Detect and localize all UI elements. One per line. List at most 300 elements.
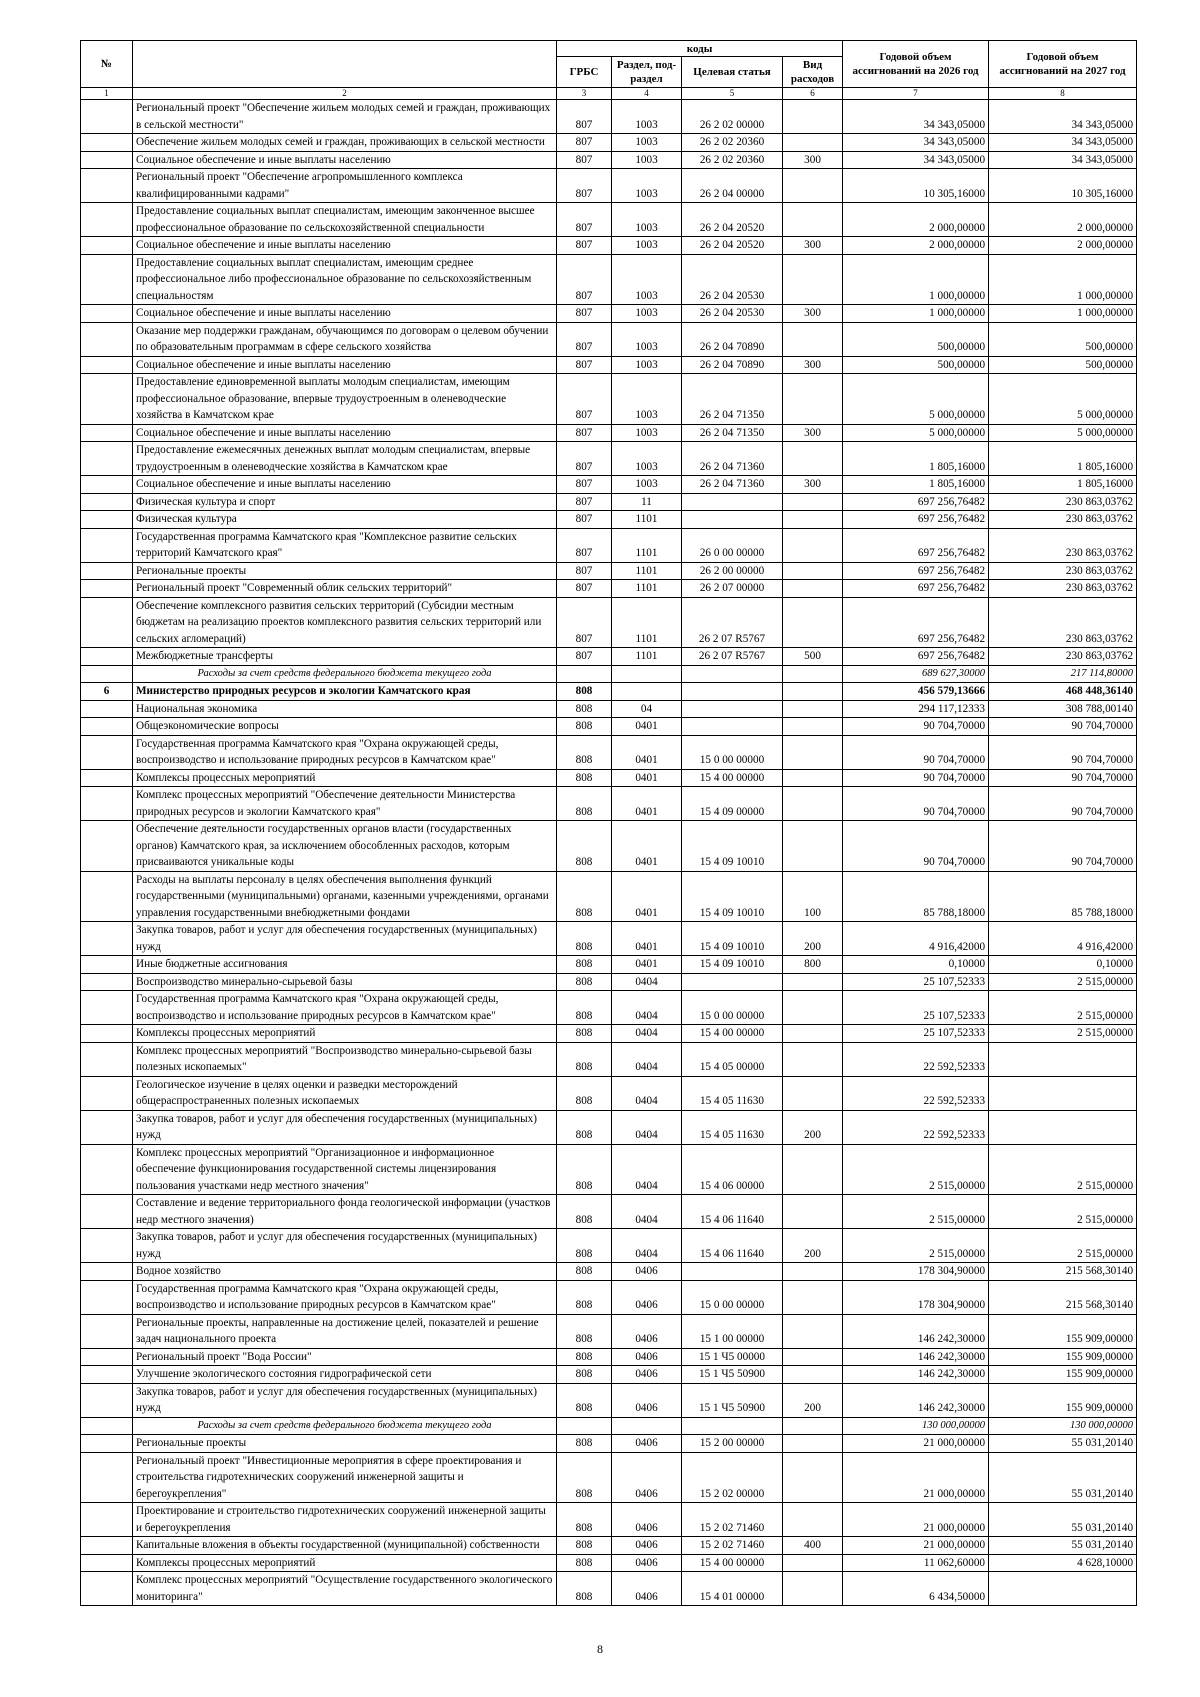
row-number — [81, 493, 133, 511]
row-target-code: 26 2 02 20360 — [682, 134, 783, 152]
row-expense-type — [783, 991, 843, 1025]
row-section: 0406 — [612, 1435, 682, 1453]
row-target-code: 15 2 02 00000 — [682, 1452, 783, 1503]
row-name: Геологическое изучение в целях оценки и разведки месторождений общераспространенных полезных ископаемых — [133, 1076, 557, 1110]
row-expense-type: 300 — [783, 151, 843, 169]
row-number — [81, 169, 133, 203]
row-section: 1003 — [612, 169, 682, 203]
table-row — [81, 1280, 1137, 1314]
row-name: Водное хозяйство — [133, 1263, 557, 1281]
row-expense-type: 200 — [783, 1110, 843, 1144]
row-target-code: 26 2 04 20530 — [682, 305, 783, 323]
col-number: 7 — [843, 88, 989, 100]
row-amount-2027: 4 628,10000 — [989, 1554, 1137, 1572]
row-grbs: 808 — [557, 956, 612, 974]
row-target-code: 26 2 04 20520 — [682, 237, 783, 255]
row-target-code — [682, 718, 783, 736]
row-name: Улучшение экологического состояния гидрографической сети — [133, 1366, 557, 1384]
row-target-code: 15 4 05 11630 — [682, 1110, 783, 1144]
row-section: 1101 — [612, 562, 682, 580]
row-amount-2026: 2 515,00000 — [843, 1144, 989, 1195]
table-row — [81, 374, 1137, 425]
row-expense-type: 500 — [783, 648, 843, 666]
row-name: Региональные проекты — [133, 562, 557, 580]
row-section: 0404 — [612, 1042, 682, 1076]
row-amount-2026: 21 000,00000 — [843, 1503, 989, 1537]
table-row — [81, 100, 1137, 134]
row-grbs: 807 — [557, 442, 612, 476]
row-number — [81, 356, 133, 374]
row-grbs: 807 — [557, 151, 612, 169]
row-expense-type — [783, 203, 843, 237]
col-number: 3 — [557, 88, 612, 100]
row-amount-2026: 2 000,00000 — [843, 237, 989, 255]
row-section: 0401 — [612, 956, 682, 974]
row-name: Комплексы процессных мероприятий — [133, 1554, 557, 1572]
row-expense-type: 300 — [783, 305, 843, 323]
row-expense-type — [783, 735, 843, 769]
row-amount-2027: 230 863,03762 — [989, 597, 1137, 648]
row-grbs: 808 — [557, 1435, 612, 1453]
row-amount-2026: 90 704,70000 — [843, 735, 989, 769]
row-amount-2026: 25 107,52333 — [843, 1025, 989, 1043]
row-section: 0404 — [612, 1229, 682, 1263]
row-name: Обеспечение жильем молодых семей и граждан, проживающих в сельской местности — [133, 134, 557, 152]
row-name: Комплекс процессных мероприятий "Осуществление государственного экологического мониторинга" — [133, 1572, 557, 1606]
row-expense-type — [783, 1348, 843, 1366]
row-number — [81, 580, 133, 598]
row-amount-2027: 155 909,00000 — [989, 1383, 1137, 1417]
row-number — [81, 1435, 133, 1453]
row-target-code: 15 4 01 00000 — [682, 1572, 783, 1606]
row-grbs: 808 — [557, 1076, 612, 1110]
row-amount-2026: 697 256,76482 — [843, 580, 989, 598]
row-amount-2026: 90 704,70000 — [843, 787, 989, 821]
header-section: Раздел, под-раздел — [612, 57, 682, 88]
row-target-code: 15 4 00 00000 — [682, 1554, 783, 1572]
row-amount-2027: 34 343,05000 — [989, 134, 1137, 152]
row-grbs: 807 — [557, 493, 612, 511]
row-amount-2026: 34 343,05000 — [843, 151, 989, 169]
row-name: Комплексы процессных мероприятий — [133, 1025, 557, 1043]
table-row — [81, 169, 1137, 203]
row-section: 0401 — [612, 871, 682, 922]
row-section — [612, 1417, 682, 1435]
table-row — [81, 356, 1137, 374]
row-target-code: 26 2 00 00000 — [682, 562, 783, 580]
row-grbs: 808 — [557, 991, 612, 1025]
row-number — [81, 1417, 133, 1435]
row-grbs: 808 — [557, 683, 612, 701]
row-amount-2027: 2 515,00000 — [989, 1025, 1137, 1043]
table-row — [81, 476, 1137, 494]
row-expense-type — [783, 374, 843, 425]
row-amount-2026: 146 242,30000 — [843, 1383, 989, 1417]
row-number — [81, 769, 133, 787]
table-row — [81, 1348, 1137, 1366]
row-section: 1101 — [612, 511, 682, 529]
row-grbs: 807 — [557, 134, 612, 152]
col-number: 1 — [81, 88, 133, 100]
row-name: Комплекс процессных мероприятий "Организационное и информационное обеспечение функционирования государственной системы лицензирования пользования участками недр местного значения" — [133, 1144, 557, 1195]
row-amount-2027: 34 343,05000 — [989, 151, 1137, 169]
row-number — [81, 1110, 133, 1144]
row-number — [81, 151, 133, 169]
row-amount-2026: 22 592,52333 — [843, 1110, 989, 1144]
row-name: Предоставление социальных выплат специалистам, имеющим законченное высшее профессиональное образование по сельскохозяйственной специальности — [133, 203, 557, 237]
row-expense-type: 300 — [783, 424, 843, 442]
row-name: Капитальные вложения в объекты государственной (муниципальной) собственности — [133, 1537, 557, 1555]
header-exp-type: Вид расходов — [783, 57, 843, 88]
row-amount-2027 — [989, 1076, 1137, 1110]
row-section: 1003 — [612, 322, 682, 356]
row-expense-type: 800 — [783, 956, 843, 974]
row-section: 0401 — [612, 769, 682, 787]
row-name: Расходы за счет средств федерального бюджета текущего года — [133, 665, 557, 683]
row-expense-type — [783, 580, 843, 598]
row-amount-2027: 308 788,00140 — [989, 700, 1137, 718]
header-name — [133, 41, 557, 88]
row-amount-2027: 2 515,00000 — [989, 1229, 1137, 1263]
row-section: 0406 — [612, 1383, 682, 1417]
row-expense-type — [783, 1452, 843, 1503]
row-amount-2026: 178 304,90000 — [843, 1263, 989, 1281]
row-number — [81, 787, 133, 821]
row-amount-2027: 500,00000 — [989, 356, 1137, 374]
row-section: 0404 — [612, 973, 682, 991]
row-target-code: 15 1 Ч5 00000 — [682, 1348, 783, 1366]
row-target-code: 26 2 07 R5767 — [682, 597, 783, 648]
row-name: Комплекс процессных мероприятий "Обеспечение деятельности Министерства природных ресурсов и экологии Камчатского края" — [133, 787, 557, 821]
row-amount-2026: 21 000,00000 — [843, 1452, 989, 1503]
table-row — [81, 1417, 1137, 1435]
row-grbs: 807 — [557, 511, 612, 529]
row-target-code: 26 2 04 70890 — [682, 322, 783, 356]
row-amount-2026: 697 256,76482 — [843, 511, 989, 529]
row-section: 1003 — [612, 134, 682, 152]
row-target-code: 15 4 09 10010 — [682, 871, 783, 922]
table-row — [81, 151, 1137, 169]
row-name: Предоставление социальных выплат специалистам, имеющим среднее профессиональное либо профессиональное образование по сельскохозяйственным специальностям — [133, 254, 557, 305]
row-grbs: 808 — [557, 1025, 612, 1043]
row-name: Социальное обеспечение и иные выплаты населению — [133, 237, 557, 255]
row-name: Министерство природных ресурсов и экологии Камчатского края — [133, 683, 557, 701]
row-amount-2027: 0,10000 — [989, 956, 1137, 974]
row-expense-type — [783, 254, 843, 305]
row-amount-2027: 215 568,30140 — [989, 1263, 1137, 1281]
row-number — [81, 1537, 133, 1555]
table-row — [81, 700, 1137, 718]
row-target-code: 15 0 00 00000 — [682, 735, 783, 769]
row-target-code — [682, 973, 783, 991]
row-section: 11 — [612, 493, 682, 511]
header-2026: Годовой объем ассигнований на 2026 год — [843, 41, 989, 88]
row-target-code: 26 2 02 20360 — [682, 151, 783, 169]
row-amount-2027: 34 343,05000 — [989, 100, 1137, 134]
row-number — [81, 597, 133, 648]
row-target-code: 15 4 09 00000 — [682, 787, 783, 821]
row-amount-2026: 697 256,76482 — [843, 528, 989, 562]
row-target-code: 15 1 00 00000 — [682, 1314, 783, 1348]
table-row — [81, 1195, 1137, 1229]
row-name: Социальное обеспечение и иные выплаты населению — [133, 356, 557, 374]
row-amount-2026: 130 000,00000 — [843, 1417, 989, 1435]
row-expense-type — [783, 1042, 843, 1076]
row-name: Закупка товаров, работ и услуг для обеспечения государственных (муниципальных) нужд — [133, 1383, 557, 1417]
row-grbs: 808 — [557, 787, 612, 821]
table-row — [81, 665, 1137, 683]
table-header — [81, 41, 1137, 100]
row-section: 1101 — [612, 597, 682, 648]
row-amount-2026: 5 000,00000 — [843, 424, 989, 442]
row-section: 1003 — [612, 254, 682, 305]
row-grbs — [557, 1417, 612, 1435]
row-amount-2026: 21 000,00000 — [843, 1435, 989, 1453]
row-amount-2026: 1 805,16000 — [843, 442, 989, 476]
row-name: Межбюджетные трансферты — [133, 648, 557, 666]
row-target-code: 15 2 02 71460 — [682, 1503, 783, 1537]
row-expense-type — [783, 597, 843, 648]
row-amount-2027: 85 788,18000 — [989, 871, 1137, 922]
row-section: 1003 — [612, 374, 682, 425]
row-grbs: 808 — [557, 1572, 612, 1606]
row-amount-2026: 1 000,00000 — [843, 254, 989, 305]
row-expense-type — [783, 169, 843, 203]
row-number — [81, 424, 133, 442]
row-section: 1003 — [612, 305, 682, 323]
row-target-code: 26 2 07 00000 — [682, 580, 783, 598]
row-grbs: 807 — [557, 374, 612, 425]
row-target-code: 26 2 04 71360 — [682, 442, 783, 476]
row-name: Проектирование и строительство гидротехнических сооружений инженерной защиты и берегоукрепления — [133, 1503, 557, 1537]
row-expense-type — [783, 1076, 843, 1110]
row-number — [81, 648, 133, 666]
row-target-code: 15 4 05 11630 — [682, 1076, 783, 1110]
row-target-code: 15 0 00 00000 — [682, 991, 783, 1025]
row-amount-2026: 21 000,00000 — [843, 1537, 989, 1555]
row-number — [81, 665, 133, 683]
row-amount-2027: 468 448,36140 — [989, 683, 1137, 701]
row-number — [81, 254, 133, 305]
row-target-code: 15 1 Ч5 50900 — [682, 1383, 783, 1417]
row-number — [81, 973, 133, 991]
row-expense-type — [783, 973, 843, 991]
row-amount-2026: 178 304,90000 — [843, 1280, 989, 1314]
row-number — [81, 1263, 133, 1281]
row-section: 0404 — [612, 1025, 682, 1043]
row-grbs: 807 — [557, 169, 612, 203]
row-amount-2027 — [989, 1572, 1137, 1606]
row-section: 0404 — [612, 1110, 682, 1144]
row-name: Закупка товаров, работ и услуг для обеспечения государственных (муниципальных) нужд — [133, 922, 557, 956]
row-amount-2027: 215 568,30140 — [989, 1280, 1137, 1314]
col-number: 4 — [612, 88, 682, 100]
row-amount-2027: 55 031,20140 — [989, 1537, 1137, 1555]
row-expense-type — [783, 1195, 843, 1229]
header-target: Целевая статья — [682, 57, 783, 88]
row-expense-type — [783, 683, 843, 701]
table-row — [81, 597, 1137, 648]
row-grbs: 808 — [557, 1110, 612, 1144]
row-number — [81, 1572, 133, 1606]
row-amount-2026: 25 107,52333 — [843, 973, 989, 991]
table-row — [81, 1452, 1137, 1503]
row-amount-2027: 155 909,00000 — [989, 1366, 1137, 1384]
row-grbs: 807 — [557, 562, 612, 580]
row-number — [81, 528, 133, 562]
row-amount-2027: 1 805,16000 — [989, 476, 1137, 494]
row-grbs: 808 — [557, 1537, 612, 1555]
row-name: Обеспечение комплексного развития сельских территорий (Субсидии местным бюджетам на реализацию проектов комплексного развития сельских территорий или сельских агломераций) — [133, 597, 557, 648]
row-section: 0401 — [612, 821, 682, 872]
row-amount-2026: 22 592,52333 — [843, 1076, 989, 1110]
row-amount-2026: 10 305,16000 — [843, 169, 989, 203]
col-number: 6 — [783, 88, 843, 100]
header-grbs: ГРБС — [557, 57, 612, 88]
row-target-code: 26 2 02 00000 — [682, 100, 783, 134]
row-name: Региональный проект "Инвестиционные мероприятия в сфере проектирования и строительства гидротехнических сооружений инженерной защиты и берегоукрепления" — [133, 1452, 557, 1503]
document-page — [80, 40, 1136, 1606]
row-expense-type: 300 — [783, 237, 843, 255]
row-amount-2027: 2 515,00000 — [989, 973, 1137, 991]
table-row — [81, 718, 1137, 736]
row-amount-2026: 697 256,76482 — [843, 562, 989, 580]
row-name: Государственная программа Камчатского края "Охрана окружающей среды, воспроизводство и использование природных ресурсов в Камчатском крае" — [133, 991, 557, 1025]
row-number — [81, 1366, 133, 1384]
row-name: Государственная программа Камчатского края "Охрана окружающей среды, воспроизводство и использование природных ресурсов в Камчатском крае" — [133, 1280, 557, 1314]
row-amount-2027: 10 305,16000 — [989, 169, 1137, 203]
row-target-code: 26 2 04 71350 — [682, 424, 783, 442]
table-row — [81, 305, 1137, 323]
row-section: 0406 — [612, 1280, 682, 1314]
row-section: 0404 — [612, 1144, 682, 1195]
row-number — [81, 700, 133, 718]
col-number: 5 — [682, 88, 783, 100]
row-amount-2027: 155 909,00000 — [989, 1314, 1137, 1348]
row-grbs: 808 — [557, 1314, 612, 1348]
row-target-code — [682, 665, 783, 683]
row-amount-2027: 1 805,16000 — [989, 442, 1137, 476]
row-section: 1101 — [612, 648, 682, 666]
row-name: Государственная программа Камчатского края "Охрана окружающей среды, воспроизводство и использование природных ресурсов в Камчатском крае" — [133, 735, 557, 769]
row-number — [81, 1383, 133, 1417]
row-section: 0406 — [612, 1503, 682, 1537]
row-expense-type: 200 — [783, 1383, 843, 1417]
row-grbs — [557, 665, 612, 683]
row-name: Иные бюджетные ассигнования — [133, 956, 557, 974]
row-amount-2026: 697 256,76482 — [843, 597, 989, 648]
table-row — [81, 1110, 1137, 1144]
row-name: Комплексы процессных мероприятий — [133, 769, 557, 787]
row-expense-type — [783, 1280, 843, 1314]
row-name: Региональный проект "Современный облик сельских территорий" — [133, 580, 557, 598]
row-amount-2026: 689 627,30000 — [843, 665, 989, 683]
row-name: Расходы за счет средств федерального бюджета текущего года — [133, 1417, 557, 1435]
row-section: 1101 — [612, 580, 682, 598]
row-number — [81, 1025, 133, 1043]
row-section: 1003 — [612, 100, 682, 134]
row-amount-2027: 230 863,03762 — [989, 493, 1137, 511]
row-amount-2026: 697 256,76482 — [843, 648, 989, 666]
row-section: 1003 — [612, 237, 682, 255]
row-number — [81, 1195, 133, 1229]
row-target-code: 15 0 00 00000 — [682, 1280, 783, 1314]
row-amount-2026: 697 256,76482 — [843, 493, 989, 511]
row-amount-2026: 500,00000 — [843, 322, 989, 356]
row-grbs: 808 — [557, 1280, 612, 1314]
row-amount-2027: 230 863,03762 — [989, 528, 1137, 562]
row-amount-2026: 2 000,00000 — [843, 203, 989, 237]
table-row — [81, 1366, 1137, 1384]
row-amount-2026: 294 117,12333 — [843, 700, 989, 718]
table-row — [81, 1537, 1137, 1555]
row-amount-2026: 456 579,13666 — [843, 683, 989, 701]
row-name: Физическая культура — [133, 511, 557, 529]
row-number — [81, 1229, 133, 1263]
table-row — [81, 562, 1137, 580]
row-name: Социальное обеспечение и иные выплаты населению — [133, 424, 557, 442]
row-grbs: 807 — [557, 528, 612, 562]
table-row — [81, 769, 1137, 787]
row-grbs: 808 — [557, 718, 612, 736]
row-section: 1003 — [612, 203, 682, 237]
row-number — [81, 134, 133, 152]
table-row — [81, 1383, 1137, 1417]
row-section: 0404 — [612, 1195, 682, 1229]
row-amount-2027: 90 704,70000 — [989, 769, 1137, 787]
row-amount-2027: 1 000,00000 — [989, 305, 1137, 323]
row-name: Закупка товаров, работ и услуг для обеспечения государственных (муниципальных) нужд — [133, 1110, 557, 1144]
table-row — [81, 1572, 1137, 1606]
row-number — [81, 1144, 133, 1195]
row-grbs: 807 — [557, 237, 612, 255]
row-section: 0404 — [612, 1076, 682, 1110]
row-target-code — [682, 700, 783, 718]
row-target-code: 15 4 09 10010 — [682, 956, 783, 974]
table-row — [81, 493, 1137, 511]
row-section: 0406 — [612, 1572, 682, 1606]
row-expense-type: 300 — [783, 356, 843, 374]
row-target-code: 26 0 00 00000 — [682, 528, 783, 562]
row-expense-type — [783, 787, 843, 821]
table-row — [81, 203, 1137, 237]
row-expense-type — [783, 1503, 843, 1537]
row-grbs: 808 — [557, 1503, 612, 1537]
row-expense-type — [783, 1435, 843, 1453]
table-row — [81, 1314, 1137, 1348]
row-grbs: 807 — [557, 580, 612, 598]
row-number — [81, 922, 133, 956]
row-grbs: 808 — [557, 1383, 612, 1417]
row-section: 1003 — [612, 151, 682, 169]
row-grbs: 808 — [557, 700, 612, 718]
row-expense-type: 100 — [783, 871, 843, 922]
row-expense-type — [783, 1572, 843, 1606]
row-amount-2027: 90 704,70000 — [989, 735, 1137, 769]
row-target-code: 15 2 00 00000 — [682, 1435, 783, 1453]
row-grbs: 808 — [557, 821, 612, 872]
row-name: Социальное обеспечение и иные выплаты населению — [133, 151, 557, 169]
row-amount-2026: 11 062,60000 — [843, 1554, 989, 1572]
row-amount-2027: 230 863,03762 — [989, 580, 1137, 598]
row-grbs: 807 — [557, 648, 612, 666]
row-number — [81, 305, 133, 323]
row-expense-type — [783, 665, 843, 683]
row-grbs: 808 — [557, 1195, 612, 1229]
row-grbs: 808 — [557, 1144, 612, 1195]
row-number — [81, 442, 133, 476]
header-2027: Годовой объем ассигнований на 2027 год — [989, 41, 1137, 88]
